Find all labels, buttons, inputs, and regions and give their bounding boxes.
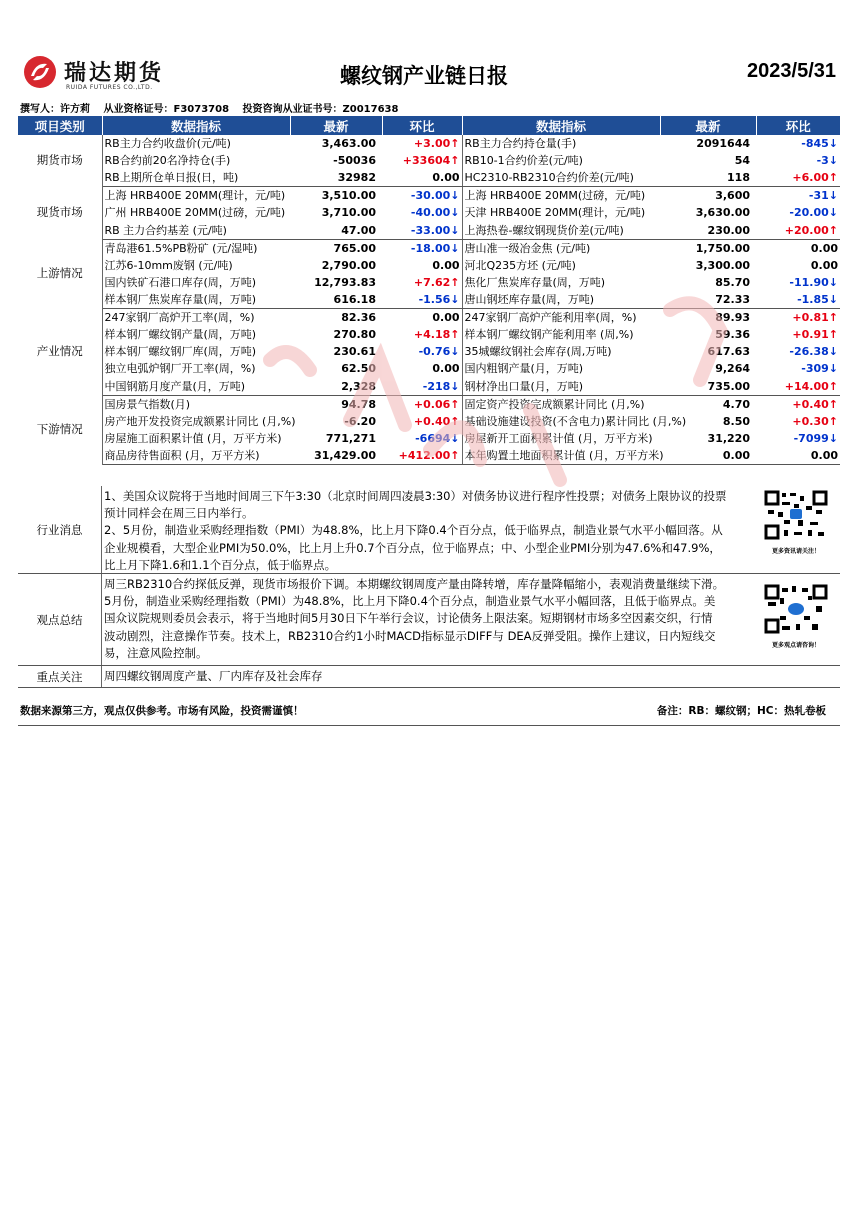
latest-value-cell: 616.18 bbox=[290, 291, 382, 309]
focus-label: 重点关注 bbox=[18, 666, 102, 687]
change-cell: +33604↑ bbox=[382, 152, 462, 169]
view-summary-text bbox=[104, 576, 724, 662]
indicator-cell: 上海 HRB400E 20MM(过磅，元/吨) bbox=[464, 189, 646, 203]
indicator-cell: 天津 HRB400E 20MM(理计，元/吨) bbox=[464, 206, 646, 220]
news-line: 1、美国众议院将于当地时间周三下午3:30（北京时间周四凌晨3:30）对债务协议进行程序性投票；对债务上限协议的投票 bbox=[104, 489, 727, 503]
latest-value-cell: 82.36 bbox=[341, 310, 376, 324]
indicator-cell: 样本钢厂螺纹钢产能利用率 (周,%) bbox=[464, 328, 634, 342]
category-cell: 现货市场 bbox=[18, 187, 102, 239]
indicator-cell: 固定资产投资完成额累计同比 (月,%) bbox=[464, 397, 645, 411]
table-row bbox=[18, 291, 840, 309]
change-cell: -218↓ bbox=[382, 378, 462, 396]
indicator-cell: 独立电弧炉钢厂开工率(周，%) bbox=[104, 362, 256, 376]
qr-caption: 更多观点请咨询！ bbox=[771, 642, 820, 649]
latest-value-cell: 617.63 bbox=[707, 345, 750, 359]
report-date: 2023/5/31 bbox=[747, 60, 836, 82]
indicator-cell: RB 主力合约基差 (元/吨) bbox=[102, 222, 290, 240]
change-cell: +0.06↑ bbox=[382, 395, 462, 413]
change-cell: -1.85↓ bbox=[756, 291, 840, 309]
indicator-cell: 房屋施工面积累计值 (月，万平方米) bbox=[104, 431, 282, 445]
header-category: 项目类别 bbox=[18, 116, 102, 135]
table-row bbox=[18, 222, 840, 240]
qr-caption: 更多资讯请关注！ bbox=[771, 548, 820, 555]
latest-value-cell: 59.36 bbox=[715, 328, 750, 342]
latest-value-cell: 2091644 bbox=[696, 137, 750, 151]
latest-value-cell: 1,750.00 bbox=[695, 241, 750, 255]
change-cell: -31↓ bbox=[808, 189, 838, 203]
change-cell: -309↓ bbox=[801, 362, 838, 376]
abbreviation-note: 备注：RB：螺纹钢；HC：热轧卷板 bbox=[656, 705, 826, 717]
table-row bbox=[18, 430, 840, 447]
change-cell: 0.00 bbox=[810, 258, 838, 272]
indicator-cell: RB主力合约收盘价(元/吨) bbox=[104, 137, 231, 151]
change-cell: 0.00 bbox=[382, 360, 462, 377]
latest-value-cell: 9,264 bbox=[715, 362, 750, 376]
latest-value-cell: 31,429.00 bbox=[290, 447, 382, 465]
table-header-row bbox=[18, 116, 840, 135]
latest-value-cell: 12,793.83 bbox=[314, 275, 376, 289]
change-cell: 0.00 bbox=[382, 169, 462, 187]
table-row bbox=[18, 326, 840, 343]
view-line: 国众议院规则委员会表示，将于当地时间5月30日下午举行会议，讨论债务上限法案。短期钢材市场多空因素交织，行情 bbox=[104, 611, 713, 626]
change-cell: +3.00↑ bbox=[382, 135, 462, 152]
focus-section bbox=[18, 666, 840, 688]
news-line: 2、5月份，制造业采购经理指数（PMI）为48.8%，比上月下降0.4个百分点，低于临界点，制造业景气水平小幅回落。从 bbox=[104, 523, 723, 538]
indicator-cell: HC2310-RB2310合约价差(元/吨) bbox=[462, 169, 660, 187]
change-cell: -26.38↓ bbox=[789, 345, 838, 359]
industry-news-text bbox=[104, 488, 726, 574]
latest-value-cell: 2,328 bbox=[290, 378, 382, 396]
change-cell: -40.00↓ bbox=[382, 204, 462, 221]
category-cell: 产业情况 bbox=[18, 308, 102, 395]
latest-value-cell: 54 bbox=[734, 154, 750, 168]
report-title: 螺纹钢产业链日报 bbox=[340, 64, 508, 88]
latest-value-cell: 2,790.00 bbox=[321, 258, 376, 272]
indicator-cell: 247家钢厂高炉开工率(周，%) bbox=[104, 310, 255, 324]
author-name: 撰写人：许方莉 bbox=[20, 104, 90, 115]
table-row bbox=[18, 135, 840, 152]
indicator-cell: 本年购置土地面积累计值 (月，万平方米) bbox=[462, 447, 660, 465]
latest-value-cell: 3,463.00 bbox=[321, 137, 376, 151]
indicator-cell: 上海热卷-螺纹钢现货价差(元/吨) bbox=[462, 222, 660, 240]
author-line bbox=[20, 100, 408, 115]
latest-value-cell: 3,630.00 bbox=[695, 206, 750, 220]
company-logo bbox=[22, 54, 212, 94]
table-row bbox=[18, 413, 840, 430]
header-latest: 最新 bbox=[290, 116, 382, 135]
change-cell: +0.91↑ bbox=[792, 328, 838, 342]
change-cell: -845↓ bbox=[801, 137, 838, 151]
latest-value-cell: 4.70 bbox=[722, 397, 750, 411]
indicator-cell: RB10-1合约价差(元/吨) bbox=[464, 154, 583, 168]
view-line: 波动剧烈，注意操作节奏。技术上，RB2310合约1小时MACD指标显示DIFF与 DEA反弹受阻。操作上建议，日内短线交 bbox=[104, 628, 716, 643]
header-indicator: 数据指标 bbox=[102, 116, 290, 135]
table-row bbox=[18, 239, 840, 257]
latest-value-cell: 270.80 bbox=[333, 328, 376, 342]
latest-value-cell: 3,710.00 bbox=[321, 206, 376, 220]
table-row bbox=[18, 360, 840, 377]
qr-code-icon bbox=[764, 584, 828, 634]
latest-value-cell: 94.78 bbox=[341, 397, 376, 411]
qr-code-news[interactable] bbox=[764, 490, 828, 555]
indicator-cell: 中国钢筋月度产量(月，万吨) bbox=[102, 378, 290, 396]
change-cell: 0.00 bbox=[756, 447, 840, 465]
category-cell: 下游情况 bbox=[18, 395, 102, 464]
indicator-cell: 商品房待售面积 (月，万平方米) bbox=[102, 447, 290, 465]
indicator-cell: 江苏6-10mm废钢 (元/吨) bbox=[104, 258, 233, 272]
latest-value-cell: 0.00 bbox=[660, 447, 756, 465]
industry-news-section bbox=[18, 486, 840, 574]
latest-value-cell: 8.50 bbox=[722, 414, 750, 428]
latest-value-cell: 230.00 bbox=[660, 222, 756, 240]
change-cell: -3↓ bbox=[816, 154, 838, 168]
change-cell: +14.00↑ bbox=[756, 378, 840, 396]
latest-value-cell: 230.61 bbox=[333, 345, 376, 359]
table-row bbox=[18, 169, 840, 187]
latest-value-cell: 72.33 bbox=[660, 291, 756, 309]
indicator-cell: 青岛港61.5%PB粉矿 (元/湿吨) bbox=[104, 241, 258, 255]
table-row bbox=[18, 187, 840, 205]
change-cell: +0.40↑ bbox=[792, 397, 838, 411]
latest-value-cell: 735.00 bbox=[660, 378, 756, 396]
brand-name: 瑞达期货 bbox=[64, 61, 165, 86]
qr-code-icon bbox=[764, 490, 828, 540]
table-row bbox=[18, 378, 840, 396]
indicator-cell: RB主力合约持仓量(手) bbox=[464, 137, 577, 151]
indicator-cell: 基础设施建设投资(不含电力)累计同比 (月,%) bbox=[464, 414, 687, 428]
qualification-number: 从业资格证号：F3073708 bbox=[103, 104, 230, 115]
change-cell: 0.00 bbox=[382, 308, 462, 326]
change-cell: +6.00↑ bbox=[756, 169, 840, 187]
indicator-cell: 钢材净出口量(月，万吨) bbox=[462, 378, 660, 396]
indicator-cell: 国内粗钢产量(月，万吨) bbox=[464, 362, 584, 376]
indicator-cell: 上海 HRB400E 20MM(理计，元/吨) bbox=[104, 189, 286, 203]
latest-value-cell: 771,271 bbox=[325, 431, 376, 445]
latest-value-cell: 32982 bbox=[290, 169, 382, 187]
indicator-cell: 样本钢厂焦炭库存量(周，万吨) bbox=[102, 291, 290, 309]
change-cell: -20.00↓ bbox=[789, 206, 838, 220]
latest-value-cell: 62.50 bbox=[341, 362, 376, 376]
view-line: 周三RB2310合约探低反弹，现货市场报价下调。本期螺纹钢周度产量由降转增，库存量降幅缩小，表观消费量继续下滑。 bbox=[104, 577, 725, 591]
indicator-cell: 247家钢厂高炉产能利用率(周，%) bbox=[464, 310, 637, 324]
header-latest: 最新 bbox=[660, 116, 756, 135]
indicator-cell: 焦化厂焦炭库存量(周，万吨) bbox=[464, 275, 606, 289]
latest-value-cell: 47.00 bbox=[290, 222, 382, 240]
latest-value-cell: 765.00 bbox=[333, 241, 376, 255]
latest-value-cell: -6.20 bbox=[344, 414, 376, 428]
latest-value-cell: 3,510.00 bbox=[321, 189, 376, 203]
change-cell: -30.00↓ bbox=[382, 187, 462, 205]
focus-text: 周四螺纹钢周度产量、厂内库存及社会库存 bbox=[104, 669, 323, 683]
change-cell: +0.30↑ bbox=[792, 414, 838, 428]
table-row bbox=[18, 204, 840, 221]
table-row bbox=[18, 308, 840, 326]
indicator-cell: 河北Q235方坯 (元/吨) bbox=[464, 258, 576, 272]
table-row bbox=[18, 343, 840, 360]
indicator-cell: 国内铁矿石港口库存(周，万吨) bbox=[104, 275, 257, 289]
latest-value-cell: -50036 bbox=[333, 154, 376, 168]
consult-license-number: 投资咨询从业证书号：Z0017638 bbox=[242, 104, 399, 115]
change-cell: -18.00↓ bbox=[382, 239, 462, 257]
table-row bbox=[18, 447, 840, 465]
indicator-cell: 样本钢厂螺纹钢产量(周，万吨) bbox=[104, 328, 257, 342]
change-cell: -11.90↓ bbox=[789, 275, 838, 289]
indicator-cell: 国房景气指数(月) bbox=[104, 397, 191, 411]
category-cell: 期货市场 bbox=[18, 135, 102, 187]
view-summary-label: 观点总结 bbox=[18, 574, 102, 665]
change-cell: +7.62↑ bbox=[382, 274, 462, 291]
table-row bbox=[18, 395, 840, 413]
latest-value-cell: 3,300.00 bbox=[695, 258, 750, 272]
change-cell: 0.00 bbox=[382, 257, 462, 274]
indicator-cell: 广州 HRB400E 20MM(过磅，元/吨) bbox=[104, 206, 286, 220]
latest-value-cell: 89.93 bbox=[715, 310, 750, 324]
header-change: 环比 bbox=[382, 116, 462, 135]
change-cell: -7099↓ bbox=[793, 431, 838, 445]
change-cell: +412.00↑ bbox=[382, 447, 462, 465]
header-change: 环比 bbox=[756, 116, 840, 135]
indicator-cell: 唐山钢坯库存量(周，万吨) bbox=[462, 291, 660, 309]
change-cell: -33.00↓ bbox=[382, 222, 462, 240]
table-row bbox=[18, 274, 840, 291]
page-header bbox=[18, 48, 840, 98]
view-line: 5月份，制造业采购经理指数（PMI）为48.8%，比上月下降0.4个百分点，制造业景气水平小幅回落，且低于临界点。美 bbox=[104, 594, 716, 609]
ruida-logo-icon bbox=[22, 54, 58, 90]
change-cell: 0.00 bbox=[810, 241, 838, 255]
qr-code-view[interactable] bbox=[764, 584, 828, 649]
latest-value-cell: 31,220 bbox=[707, 431, 750, 445]
table-row bbox=[18, 257, 840, 274]
indicator-cell: 样本钢厂螺纹钢厂库(周，万吨) bbox=[104, 345, 257, 359]
data-table bbox=[18, 116, 840, 465]
indicator-cell: 房产地开发投资完成额累计同比 (月,%) bbox=[104, 414, 296, 428]
latest-value-cell: 118 bbox=[660, 169, 756, 187]
risk-disclaimer: 数据来源第三方，观点仅供参考。市场有风险，投资需谨慎！ bbox=[20, 705, 304, 717]
table-row bbox=[18, 152, 840, 169]
latest-value-cell: 3,600 bbox=[715, 189, 750, 203]
news-line: 比上月下降1.6和1.1个百分点，低于临界点。 bbox=[104, 557, 337, 572]
category-cell: 上游情况 bbox=[18, 239, 102, 308]
brand-name-en: RUIDA FUTURES CO.,LTD. bbox=[66, 84, 153, 91]
change-cell: -0.76↓ bbox=[382, 343, 462, 360]
view-line: 易，注意风险控制。 bbox=[104, 645, 208, 660]
latest-value-cell: 85.70 bbox=[715, 275, 750, 289]
news-line: 企业规模看，大型企业PMI为50.0%，比上月上升0.7个百分点，位于临界点；中、小型企业PMI分别为47.6%和47.9%， bbox=[104, 540, 721, 555]
change-cell: -1.56↓ bbox=[382, 291, 462, 309]
news-line: 预计同样会在周三日内举行。 bbox=[104, 506, 254, 521]
indicator-cell: RB合约前20名净持仓(手) bbox=[104, 154, 231, 168]
change-cell: +0.81↑ bbox=[792, 310, 838, 324]
indicator-cell: 房屋新开工面积累计值 (月，万平方米) bbox=[464, 431, 653, 445]
change-cell: -6694↓ bbox=[382, 430, 462, 447]
header-indicator: 数据指标 bbox=[462, 116, 660, 135]
industry-news-label: 行业消息 bbox=[18, 486, 102, 573]
indicator-cell: 35城螺纹钢社会库存(周,万吨) bbox=[464, 345, 612, 359]
indicator-cell: 唐山准一级冶金焦 (元/吨) bbox=[464, 241, 591, 255]
indicator-cell: RB上期所仓单日报(日，吨) bbox=[102, 169, 290, 187]
change-cell: +4.18↑ bbox=[382, 326, 462, 343]
view-summary-section bbox=[18, 574, 840, 666]
change-cell: +20.00↑ bbox=[756, 222, 840, 240]
change-cell: +0.40↑ bbox=[382, 413, 462, 430]
page-footer bbox=[18, 696, 840, 726]
